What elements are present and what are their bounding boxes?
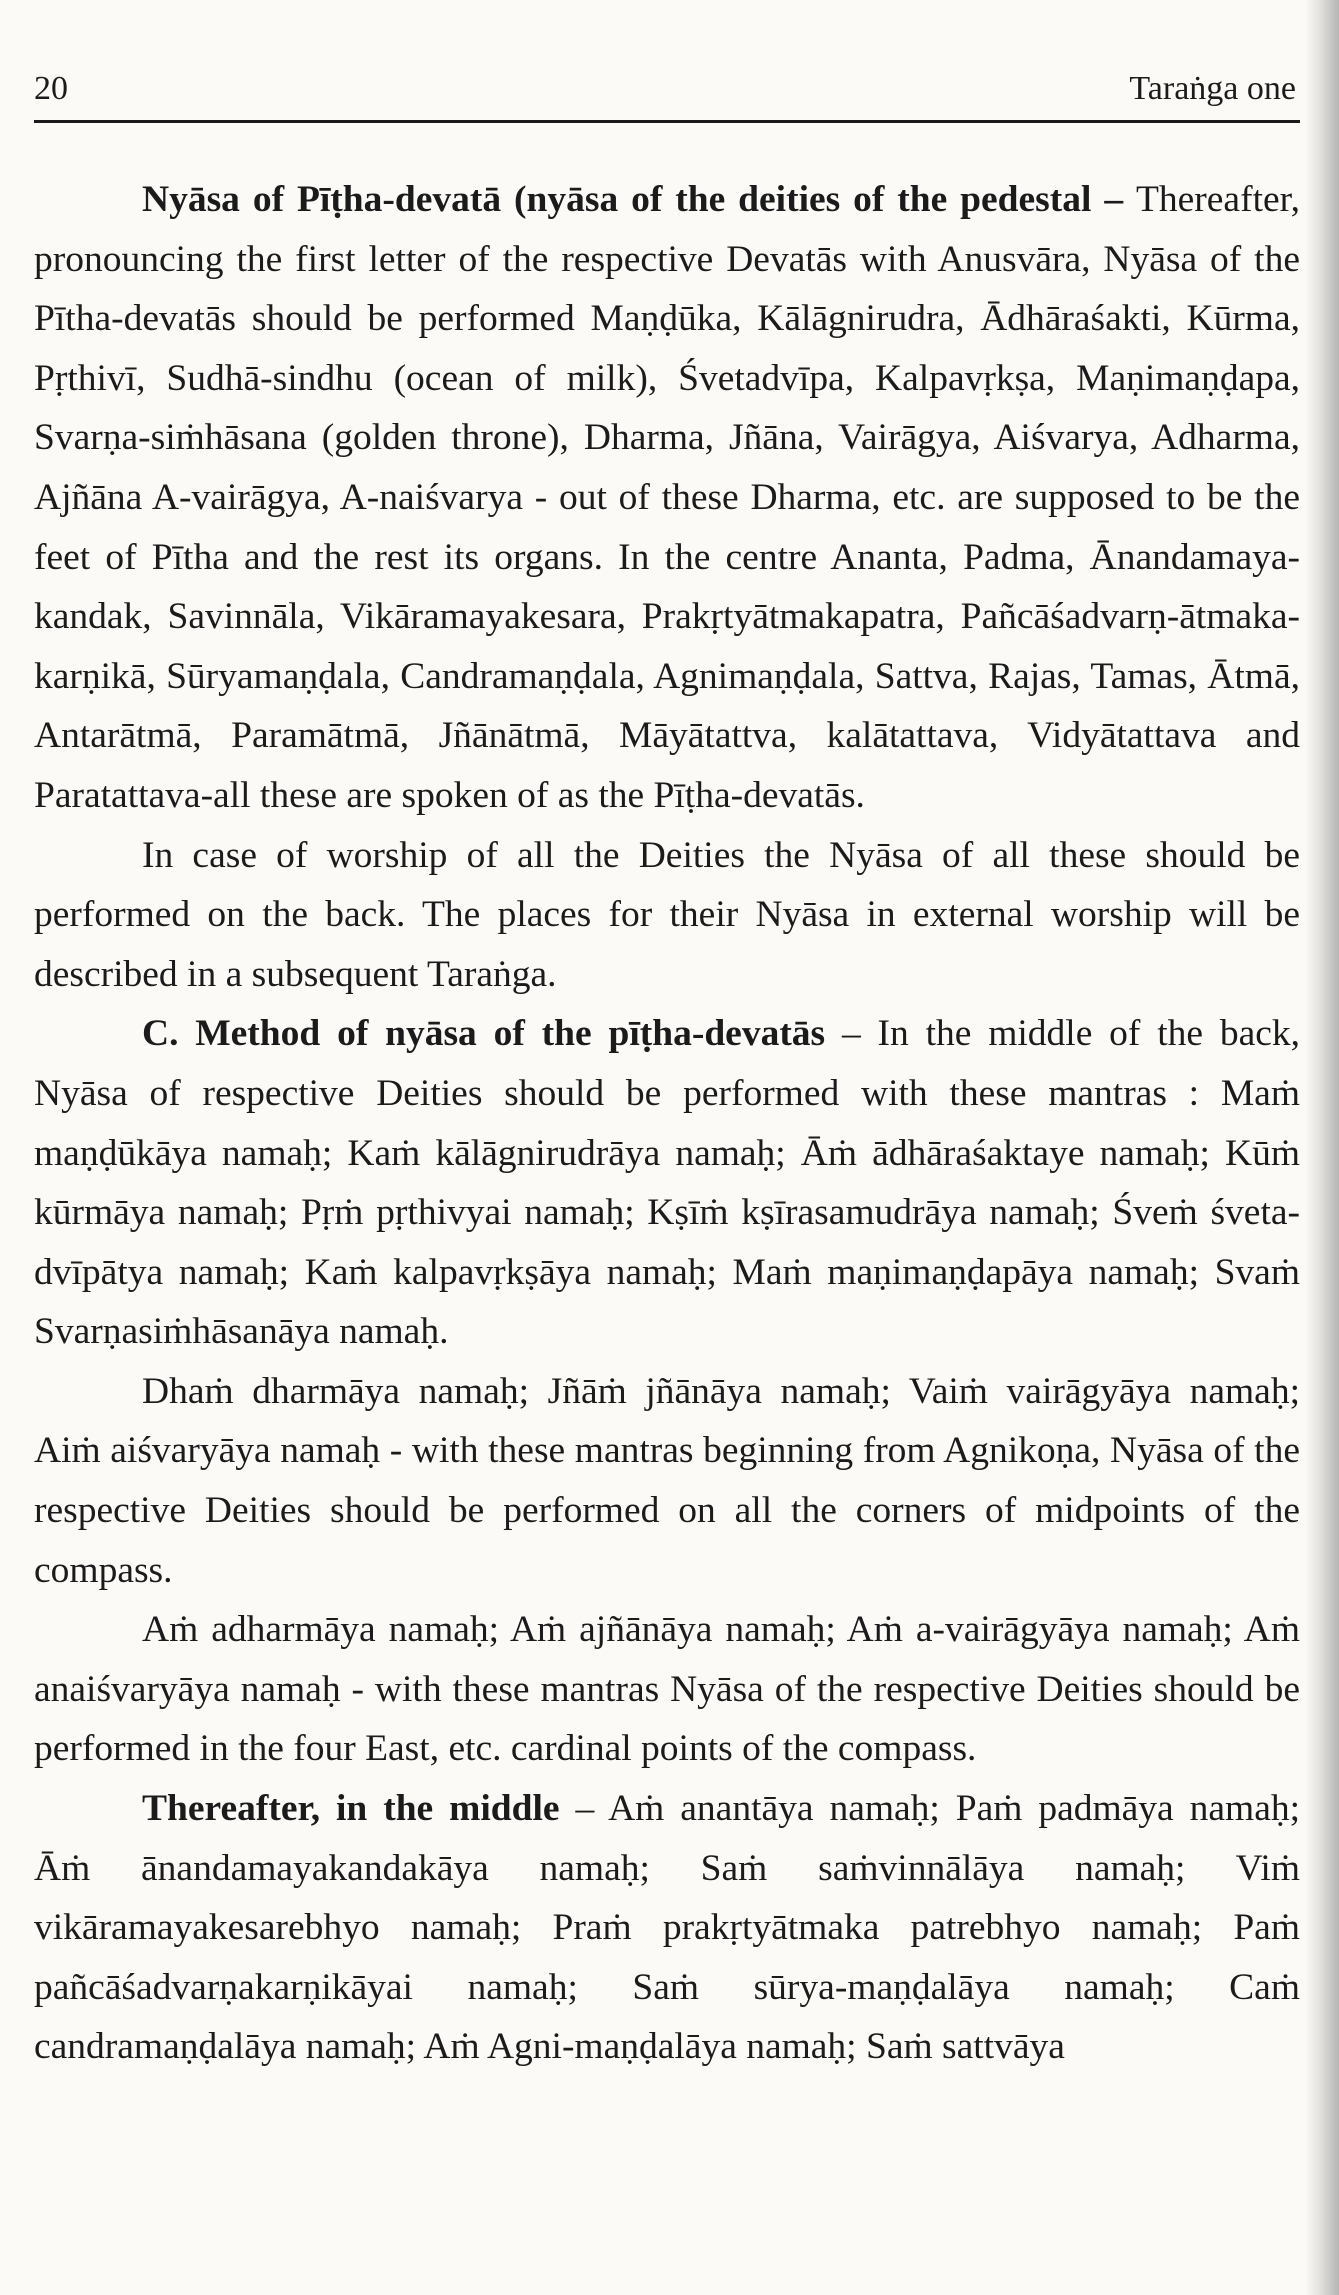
paragraph-lead: Nyāsa of Pīṭha-devatā (nyāsa of the deities of the pedestal – <box>142 179 1136 220</box>
paragraph-lead: C. Method of nyāsa of the pīṭha-devatās <box>142 1013 826 1055</box>
paragraph-middle-mantras <box>34 1779 1300 2077</box>
paragraph-text: – Aṁ anantāya namaḥ; Paṁ padmāya namaḥ; Āṁ ānandamayakandakāya namaḥ; Saṁ saṁvinnālāya namaḥ; Viṁ vikāramayakesarebhyo namaḥ; Praṁ prakṛtyātmaka patrebhyo namaḥ; Paṁ pañcāśadvarṇakarṇikāyai namaḥ; Saṁ sūrya-maṇḍalāya namaḥ; Caṁ candramaṇḍalāya namaḥ; Aṁ Agni-maṇḍalāya namaḥ; Saṁ sattvāya <box>34 1788 1301 2068</box>
paragraph-text: Aṁ adharmāya namaḥ; Aṁ ajñānāya namaḥ; Aṁ a-vairāgyāya namaḥ; Aṁ anaiśvaryāya namaḥ - with these mantras Nyāsa of the respective Deities should be performed in the four East, etc. cardinal points of the compass. <box>34 1609 1300 1770</box>
paragraph-worship-back <box>34 826 1300 1005</box>
binding-shadow <box>1305 0 1339 2295</box>
paragraph-method-nyasa <box>34 1004 1300 1362</box>
paragraph-dharma-mantras <box>34 1362 1300 1600</box>
paragraph-lead: Thereafter, in the middle <box>142 1788 560 1830</box>
paragraph-adharma-mantras <box>34 1600 1300 1779</box>
page-number: 20 <box>34 70 68 107</box>
page-header <box>34 62 1296 124</box>
paragraph-text: – In the middle of the back, Nyāsa of respective Deities should be performed with these mantras : Maṁ maṇḍūkāya namaḥ; Kaṁ kālāgnirudrāya namaḥ; Āṁ ādhāraśaktaye namaḥ; Kūṁ kūrmāya namaḥ; Pṛṁ pṛthivyai namaḥ; Kṣīṁ kṣīrasamudrāya namaḥ; Śveṁ śveta-dvīpātya namaḥ; Kaṁ kalpavṛkṣāya namaḥ; Maṁ maṇimaṇḍapāya namaḥ; Svaṁ Svarṇasiṁhāsanāya namaḥ. <box>34 1013 1300 1353</box>
paragraph-text: Thereafter, pronouncing the first letter of the respective Devatās with Anusvāra, Nyāsa of the Pītha-devatās should be performed Maṇḍūka, Kālāgnirudra, Ādhāraśakti, Kūrma, Pṛthivī, Sudhā-sindhu (ocean of milk), Śvetadvīpa, Kalpavṛkṣa, Maṇimaṇḍapa, Svarṇa-siṁhāsana (golden throne), Dharma, Jñāna, Vairāgya, Aiśvarya, Adharma, Ajñāna A-vairāgya, A-naiśvarya - out of these Dharma, etc. are supposed to be the feet of Pītha and the rest its organs. In the centre Ananta, Padma, Ānandamaya-kandak, Savinnāla, Vikāramayakesara, Prakṛtyātmakapatra, Pañcāśadvarṇ-ātmaka-karṇikā, Sūryamaṇḍala, Candramaṇḍala, Agnimaṇḍala, Sattva, Rajas, Tamas, Ātmā, Antarātmā, Paramātmā, Jñānātmā, Māyātattva, kalātattava, Vidyātattava and Paratattava-all these are spoken of as the Pīṭha-devatās. <box>34 179 1300 816</box>
body-text <box>34 170 1300 2077</box>
paragraph-text: Dhaṁ dharmāya namaḥ; Jñāṁ jñānāya namaḥ; Vaiṁ vairāgyāya namaḥ; Aiṁ aiśvaryāya namaḥ - with these mantras beginning from Agnikoṇa, Nyāsa of the respective Deities should be performed on all the corners of midpoints of the compass. <box>34 1370 1300 1591</box>
header-rule <box>34 120 1300 123</box>
paragraph-pitha-devata <box>34 170 1300 826</box>
paragraph-text: In case of worship of all the Deities the Nyāsa of all these should be performed on the back. The places for their Nyāsa in external worship will be described in a subsequent Taraṅga. <box>34 834 1300 995</box>
running-head: Taraṅga one <box>1129 70 1296 107</box>
